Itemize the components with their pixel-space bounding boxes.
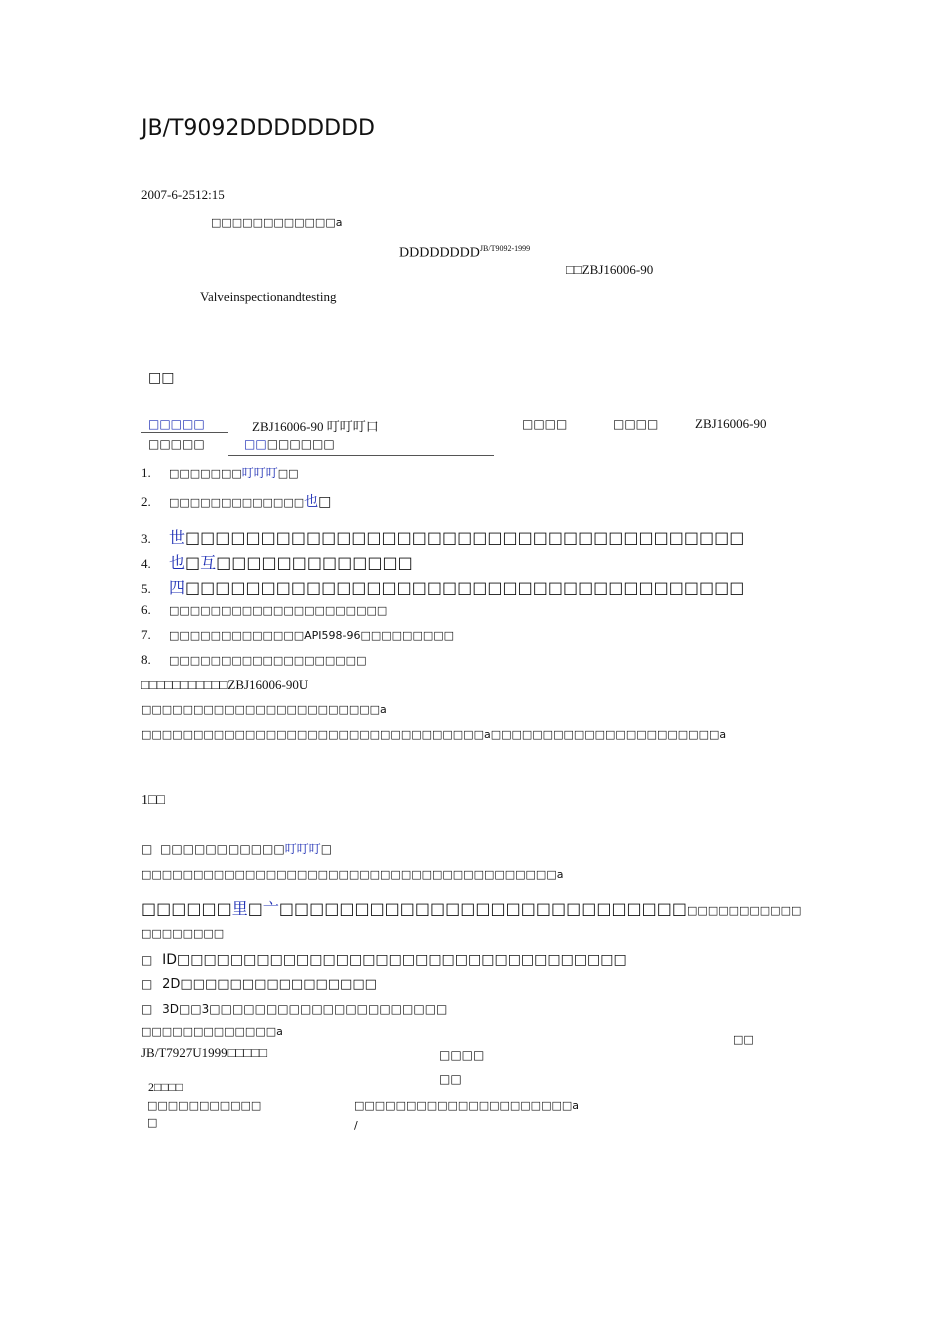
list-number: 7. [141, 627, 151, 642]
list-item [141, 491, 331, 511]
section-2-right: □□□□□□□□□□□□□□□□□□□□□a [354, 1099, 579, 1112]
line-text-blue: 亠 [262, 899, 279, 918]
list-item [141, 525, 744, 548]
section-1-bullet [141, 1001, 447, 1017]
list-text: □□□□□□□□□□□□□ [169, 496, 305, 509]
replaces-standard: □□ZBJ16006-90 [566, 262, 654, 277]
info-row2-underline [228, 455, 494, 456]
list-number: 3. [141, 531, 151, 546]
publish-date: 2007-6-2512:15 [141, 187, 225, 202]
section-1-line: JB/T7927U1999□□□□□ [141, 1045, 267, 1060]
english-name: Valveinspectionandtesting [200, 289, 337, 304]
paragraph-line: □□□□□□□□□□□□□□□□□□□□□□□□□□□□□□□□□a□□□□□□□□□□□□□□□□□□□□□□a [141, 728, 727, 741]
info-row2-b: □□ [244, 437, 267, 451]
list-number: 6. [141, 602, 151, 617]
section-1-heading: 1□□ [141, 793, 165, 808]
info-row2-a: □□□□□ [148, 437, 205, 451]
info-row1-b: ZBJ16006-90 叮叮叮口 [252, 419, 379, 434]
list-text-tail: □□ [277, 467, 299, 480]
section-2-right: / [354, 1119, 358, 1132]
section-1-bullet [141, 976, 377, 992]
list-item [141, 464, 299, 481]
list-text: □□□□□□□ [169, 467, 242, 480]
list-number: 5. [141, 581, 151, 596]
paragraph-line: □□□□□□□□□□□ZBJ16006-90U [141, 677, 309, 692]
section-1-line [141, 896, 801, 919]
bullet-text: 2D□□□□□□□□□□□□□□□□ [162, 977, 377, 992]
standard-name [399, 244, 530, 262]
bullet-mark: □ [141, 977, 153, 991]
list-text-blue-2: 互 [200, 553, 217, 572]
section-1-line: □□□□□□□□□□□□□□□□□□□□□□□□□□□□□□□□□□□□□□□□a [141, 868, 564, 881]
list-number: 4. [141, 556, 151, 571]
info-row1-c: □□□□ [522, 417, 568, 431]
paragraph-line: □□□□□□□□□□□□□□□□□□□□□□□a [141, 703, 387, 716]
list-text-blue: 四 [169, 578, 186, 597]
section-2-heading: 2□□□□ [148, 1080, 183, 1094]
mid-label: □□□□ [439, 1048, 485, 1062]
list-item [141, 550, 413, 573]
line-text: □□□□□□ [141, 899, 232, 918]
bullet-text: ID□□□□□□□□□□□□□□□□□□□□□□□□□□□□□□□□□□ [162, 952, 627, 968]
mid-label: □□ [439, 1072, 462, 1086]
bullet-text: □□□□□□□□□□□ [159, 842, 285, 856]
list-text-tail: □□□□□□□□□□□□□□□□□□□□□□□□□□□□□□□□□□□□□ [185, 528, 745, 547]
bullet-text-blue: 叮叮叮 [284, 842, 321, 856]
list-text: □□□□□□□□□□□□□API598-96□□□□□□□□□ [169, 629, 455, 642]
list-text-blue: 也 [169, 553, 186, 572]
bullet-mark: □ [141, 1002, 153, 1016]
info-row1-e: ZBJ16006-90 [695, 416, 767, 431]
section-2-left: □ [147, 1116, 158, 1129]
list-text-tail: □□□□□□□□□□□□□□□□□□□□□□□□□□□□□□□□□□□□□ [185, 578, 745, 597]
list-number: 2. [141, 494, 151, 509]
section-heading: □□ [148, 370, 175, 386]
list-text-blue: 世 [169, 528, 186, 547]
section-2-left: □□□□□□□□□□□ [147, 1099, 262, 1112]
section-1-bullet [141, 840, 332, 857]
list-text-tail: □ [318, 494, 332, 510]
list-item [141, 575, 744, 598]
section-1-line: □□□□□□□□ [141, 927, 225, 940]
standard-code: JB/T9092-1999 [479, 244, 531, 253]
list-text-mid: □ [185, 553, 201, 572]
info-row2-value [244, 437, 335, 451]
document-title: JB/T9092DDDDDDDD [141, 116, 375, 141]
line-text-blue: 里 [231, 899, 248, 918]
standard-name-text: DDDDDDDD [399, 245, 480, 261]
line-text-small: □□□□□□□□□□□ [687, 904, 802, 917]
bullet-mark: □ [141, 842, 153, 856]
list-item [141, 627, 454, 643]
list-text: □□□□□□□□□□□□□□□□□□□□□ [169, 604, 388, 617]
info-row1-d: □□□□ [613, 417, 659, 431]
list-number: 8. [141, 652, 151, 667]
corner-mark: □□ [733, 1033, 754, 1046]
bullet-mark: □ [141, 953, 153, 967]
list-item [141, 602, 387, 618]
section-1-bullet [141, 952, 627, 968]
intro-line: □□□□□□□□□□□□a [211, 216, 343, 229]
list-text-tail: □□□□□□□□□□□□□ [216, 553, 413, 572]
info-row2-c: □□□□□□ [266, 437, 335, 451]
bullet-text-tail: □ [320, 842, 333, 856]
line-text: □ [247, 899, 263, 918]
info-row1-a: □□□□□ [148, 417, 205, 431]
list-text-blue: 也 [304, 494, 319, 510]
list-text: □□□□□□□□□□□□□□□□□□□ [169, 654, 367, 667]
list-text-blue: 叮叮叮 [241, 466, 278, 480]
line-text: □□□□□□□□□□□□□□□□□□□□□□□□□□□ [278, 899, 688, 918]
list-item [141, 652, 366, 668]
list-number: 1. [141, 465, 151, 480]
bullet-text: 3D□□3□□□□□□□□□□□□□□□□□□□□□ [162, 1002, 448, 1016]
info-row1-underline [141, 432, 228, 433]
section-1-line: □□□□□□□□□□□□□a [141, 1025, 283, 1038]
